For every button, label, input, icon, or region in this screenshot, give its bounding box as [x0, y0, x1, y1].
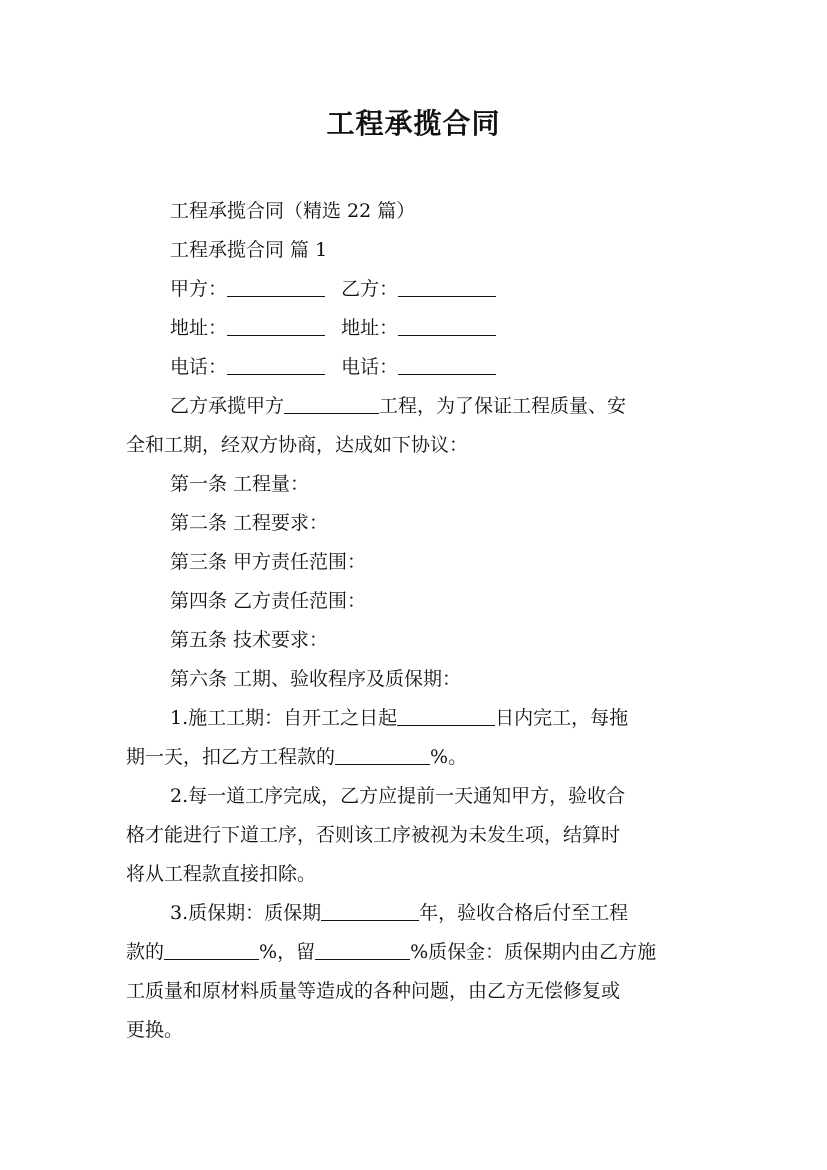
intro-text-2: 工程，为了保证工程质量、安	[379, 395, 627, 417]
party-a-blank	[227, 278, 325, 297]
subtitle: 工程承揽合同（精选 22 篇）	[170, 200, 416, 222]
party-b-blank	[398, 278, 496, 297]
item-1-text-d: %。	[430, 746, 468, 768]
warranty-years-blank	[321, 902, 419, 921]
item-3-text-d: %，留	[259, 941, 316, 963]
item-3-text-b: 年，验收合格后付至工程	[419, 902, 629, 924]
phone-a-label: 电话：	[170, 356, 228, 378]
project-name-blank	[284, 395, 379, 414]
article-2: 第二条 工程要求：	[170, 512, 329, 534]
phone-a-blank	[227, 356, 325, 375]
intro-line-2: 全和工期，经双方协商，达成如下协议：	[126, 434, 469, 456]
address-row	[170, 315, 710, 341]
article-3: 第三条 甲方责任范围：	[170, 551, 367, 573]
item-3-line-3: 工质量和原材料质量等造成的各种问题，由乙方无偿修复或	[126, 980, 621, 1002]
address-b-blank	[398, 317, 496, 336]
address-a-label: 地址：	[170, 317, 228, 339]
phone-b-blank	[398, 356, 496, 375]
article-1: 第一条 工程量：	[170, 473, 310, 495]
item-1-text-a: 1.施工工期：自开工之日起	[170, 707, 398, 729]
item-1-line-2	[126, 744, 706, 770]
item-3-text-a: 3.质保期：质保期	[170, 902, 322, 924]
item-1-line-1	[170, 705, 710, 731]
document-title: 工程承揽合同	[326, 107, 501, 140]
article-4: 第四条 乙方责任范围：	[170, 590, 367, 612]
item-1-text-c: 期一天，扣乙方工程款的	[126, 746, 336, 768]
phone-row	[170, 354, 710, 380]
penalty-percent-blank	[335, 746, 430, 765]
item-3-text-c: 款的	[126, 941, 165, 963]
item-3-text-e: %质保金：质保期内由乙方施	[410, 941, 657, 963]
item-1-text-b: 日内完工，每拖	[495, 707, 629, 729]
address-a-blank	[227, 317, 325, 336]
item-3-line-2	[126, 939, 706, 965]
item-2-line-2: 格才能进行下道工序，否则该工序被视为未发生项，结算时	[126, 824, 621, 846]
payment-percent-blank	[164, 941, 259, 960]
item-2-line-3: 将从工程款直接扣除。	[126, 863, 317, 885]
item-3-line-1	[170, 900, 710, 926]
address-b-label: 地址：	[341, 317, 399, 339]
intro-line-1	[170, 393, 710, 419]
intro-text-1: 乙方承揽甲方	[170, 395, 285, 417]
item-2-line-1: 2.每一道工序完成，乙方应提前一天通知甲方，验收合	[170, 785, 626, 807]
party-a-label: 甲方：	[170, 278, 228, 300]
article-6: 第六条 工期、验收程序及质保期：	[170, 668, 462, 690]
party-b-label: 乙方：	[341, 278, 399, 300]
party-row	[170, 276, 710, 302]
item-3-line-4: 更换。	[126, 1019, 184, 1041]
phone-b-label: 电话：	[341, 356, 399, 378]
retention-percent-blank	[315, 941, 410, 960]
section-heading: 工程承揽合同 篇 1	[170, 239, 328, 261]
article-5: 第五条 技术要求：	[170, 629, 329, 651]
days-blank	[397, 707, 495, 726]
